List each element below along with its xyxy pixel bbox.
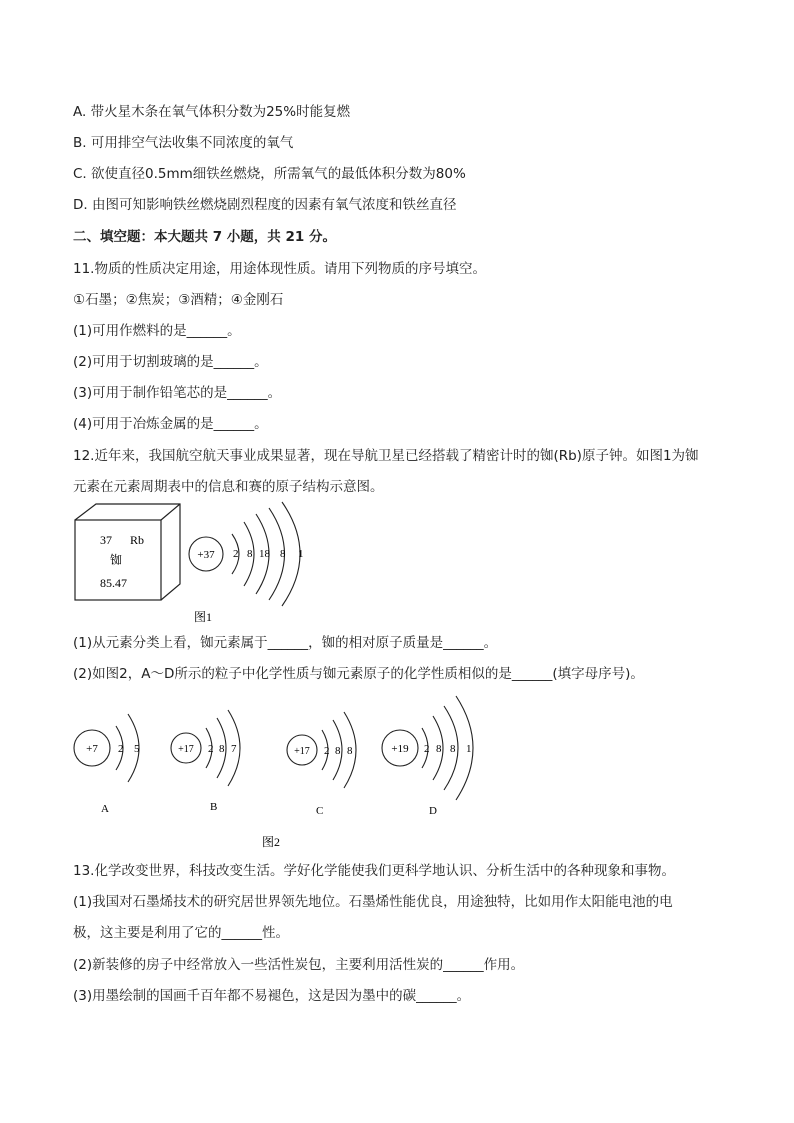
nucleus-charge: +37 — [197, 549, 215, 561]
q12-sub2: (2)如图2，A～D所示的粒子中化学性质与铷元素原子的化学性质相似的是______(填字母序号)。 — [73, 666, 644, 682]
atom-a — [74, 714, 140, 815]
nucleus-charge: +17 — [294, 746, 310, 757]
option-b: B. 可用排空气法收集不同浓度的氧气 — [73, 135, 294, 151]
shell-count: 5 — [134, 743, 140, 755]
option-a: A. 带火星木条在氧气体积分数为25%时能复燃 — [73, 104, 351, 120]
nucleus-charge: +7 — [86, 743, 98, 755]
shell-count: 8 — [347, 745, 353, 757]
atom-b — [171, 710, 240, 813]
option-c: C. 欲使直径0.5mm细铁丝燃烧，所需氧气的最低体积分数为80% — [73, 166, 466, 182]
section-heading: 二、填空题：本大题共 7 小题，共 21 分。 — [73, 229, 336, 245]
atom-d — [382, 696, 473, 817]
atom-label: D — [429, 805, 437, 817]
atom-c — [287, 712, 356, 817]
atom-label: A — [101, 803, 109, 815]
q12-stem-line1: 12.近年来，我国航空航天事业成果显著，现在导航卫星已经搭载了精密计时的铷(Rb)原子钟。如图1为铷 — [73, 448, 699, 464]
q11-stem: 11.物质的性质决定用途，用途体现性质。请用下列物质的序号填空。 — [73, 261, 486, 277]
q13-sub1-line1: (1)我国对石墨烯技术的研究居世界领先地位。石墨烯性能优良，用途独特，比如用作太阳能电池的电 — [73, 894, 673, 910]
element-symbol: Rb — [130, 533, 145, 547]
q12-stem-line2: 元素在元素周期表中的信息和赛的原子结构示意图。 — [73, 479, 384, 495]
q13-sub1-line2: 极，这主要是利用了它的______性。 — [73, 925, 289, 941]
shell-count: 8 — [219, 743, 225, 755]
figure-1 — [70, 500, 330, 625]
nucleus-charge: +17 — [178, 744, 194, 755]
q13-stem: 13.化学改变世界，科技改变生活。学好化学能使我们更科学地认识、分析生活中的各种现象和事物。 — [73, 863, 675, 879]
q12-sub1: (1)从元素分类上看，铷元素属于______，铷的相对原子质量是______。 — [73, 635, 498, 651]
q13-sub3: (3)用墨绘制的国画千百年都不易褪色，这是因为墨中的碳______。 — [73, 988, 471, 1004]
atomic-number: 37 — [100, 533, 112, 547]
atom-label: B — [210, 801, 218, 813]
q11-sub2: (2)可用于切割玻璃的是______。 — [73, 354, 268, 370]
shell-count: 2 — [424, 743, 430, 755]
atomic-mass: 85.47 — [100, 576, 127, 590]
element-name: 铷 — [110, 553, 123, 567]
shell-count: 8 — [335, 745, 341, 757]
q11-sub1: (1)可用作燃料的是______。 — [73, 323, 241, 339]
shell-count: 8 — [247, 548, 253, 560]
option-d: D. 由图可知影响铁丝燃烧剧烈程度的因素有氧气浓度和铁丝直径 — [73, 197, 457, 213]
q13-sub2: (2)新装修的房子中经常放入一些活性炭包，主要利用活性炭的______作用。 — [73, 957, 525, 973]
figure-2-caption: 图2 — [262, 835, 281, 849]
nucleus-charge: +19 — [391, 743, 409, 755]
figure-1-caption: 图1 — [194, 610, 213, 624]
q11-sub3: (3)可用于制作铅笔芯的是______。 — [73, 385, 282, 401]
q11-sub4: (4)可用于冶炼金属的是______。 — [73, 416, 268, 432]
atom-label: C — [316, 805, 324, 817]
figure-2 — [60, 692, 500, 852]
shell-count: 8 — [280, 548, 286, 560]
shell-count: 2 — [324, 745, 330, 757]
shell-count: 7 — [231, 743, 237, 755]
shell-count: 2 — [233, 548, 239, 560]
periodic-table-cell — [75, 504, 180, 600]
shell-count: 2 — [208, 743, 214, 755]
shell-count: 18 — [259, 548, 270, 560]
shell-count: 1 — [298, 548, 304, 560]
shell-count: 8 — [436, 743, 442, 755]
q11-materials: ①石墨；②焦炭；③酒精；④金刚石 — [73, 292, 284, 308]
shell-count: 1 — [466, 743, 472, 755]
shell-count: 2 — [118, 743, 124, 755]
shell-count: 8 — [450, 743, 456, 755]
